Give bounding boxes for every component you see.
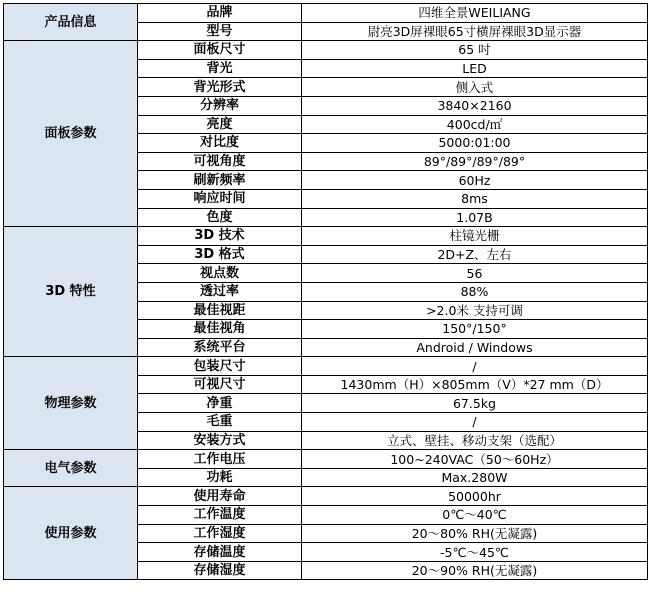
attribute-label: 透过率 [138, 282, 302, 301]
attribute-value: 150°/150° [302, 320, 648, 339]
spec-row [4, 357, 648, 376]
attribute-label: 亮度 [138, 115, 302, 134]
attribute-value: 8ms [302, 189, 648, 208]
attribute-value: / [302, 413, 648, 432]
attribute-value: 1.07B [302, 208, 648, 227]
spec-table-body [4, 4, 648, 580]
attribute-value: 四维全景WEILIANG [302, 4, 648, 23]
attribute-label: 最佳视距 [138, 301, 302, 320]
attribute-label: 型号 [138, 22, 302, 41]
attribute-label: 存储湿度 [138, 561, 302, 580]
attribute-value: 0℃～40℃ [302, 506, 648, 525]
attribute-label: 最佳视角 [138, 320, 302, 339]
category-cell: 3D 特性 [4, 227, 138, 357]
attribute-label: 功耗 [138, 468, 302, 487]
attribute-value: 20～80% RH(无凝露) [302, 524, 648, 543]
attribute-label: 背光形式 [138, 78, 302, 97]
category-cell: 电气参数 [4, 450, 138, 487]
attribute-label: 系统平台 [138, 338, 302, 357]
category-cell: 产品信息 [4, 4, 138, 41]
attribute-label: 包装尺寸 [138, 357, 302, 376]
attribute-value: 柱镜光栅 [302, 227, 648, 246]
attribute-label: 净重 [138, 394, 302, 413]
attribute-value: 67.5kg [302, 394, 648, 413]
attribute-value: 60Hz [302, 171, 648, 190]
attribute-value: 2D+Z、左右 [302, 245, 648, 264]
category-cell: 物理参数 [4, 357, 138, 450]
attribute-value: 20～90% RH(无凝露) [302, 561, 648, 580]
attribute-label: 分辨率 [138, 96, 302, 115]
attribute-value: 88% [302, 282, 648, 301]
spec-row [4, 487, 648, 506]
spec-table [3, 3, 648, 580]
attribute-label: 使用寿命 [138, 487, 302, 506]
attribute-label: 工作温度 [138, 506, 302, 525]
spec-row [4, 4, 648, 23]
attribute-value: 尉亮3D屏裸眼65寸横屏裸眼3D显示器 [302, 22, 648, 41]
attribute-label: 视点数 [138, 264, 302, 283]
attribute-value: 50000hr [302, 487, 648, 506]
attribute-value: 65 吋 [302, 41, 648, 60]
attribute-label: 面板尺寸 [138, 41, 302, 60]
attribute-label: 存储温度 [138, 543, 302, 562]
attribute-label: 响应时间 [138, 189, 302, 208]
attribute-label: 可视尺寸 [138, 375, 302, 394]
attribute-value: 3840×2160 [302, 96, 648, 115]
attribute-value: 89°/89°/89°/89° [302, 152, 648, 171]
attribute-label: 安装方式 [138, 431, 302, 450]
attribute-value: Android / Windows [302, 338, 648, 357]
attribute-label: 3D 格式 [138, 245, 302, 264]
attribute-value: Max.280W [302, 468, 648, 487]
attribute-label: 对比度 [138, 134, 302, 153]
spec-row [4, 227, 648, 246]
attribute-value: 100~240VAC（50～60Hz） [302, 450, 648, 469]
attribute-value: 5000:01:00 [302, 134, 648, 153]
attribute-value: LED [302, 59, 648, 78]
attribute-value: 56 [302, 264, 648, 283]
attribute-value: / [302, 357, 648, 376]
attribute-label: 可视角度 [138, 152, 302, 171]
attribute-value: 1430mm（H）×805mm（V）*27 mm（D） [302, 375, 648, 394]
attribute-value: -5℃～45℃ [302, 543, 648, 562]
attribute-value: 400cd/㎡ [302, 115, 648, 134]
attribute-value: 立式、壁挂、移动支架（选配） [302, 431, 648, 450]
spec-row [4, 41, 648, 60]
attribute-value: >2.0米 支持可调 [302, 301, 648, 320]
category-cell: 面板参数 [4, 41, 138, 227]
attribute-label: 色度 [138, 208, 302, 227]
attribute-label: 3D 技术 [138, 227, 302, 246]
attribute-label: 背光 [138, 59, 302, 78]
attribute-label: 毛重 [138, 413, 302, 432]
attribute-label: 工作湿度 [138, 524, 302, 543]
attribute-value: 侧入式 [302, 78, 648, 97]
attribute-label: 刷新频率 [138, 171, 302, 190]
attribute-label: 工作电压 [138, 450, 302, 469]
category-cell: 使用参数 [4, 487, 138, 580]
attribute-label: 品牌 [138, 4, 302, 23]
spec-row [4, 450, 648, 469]
